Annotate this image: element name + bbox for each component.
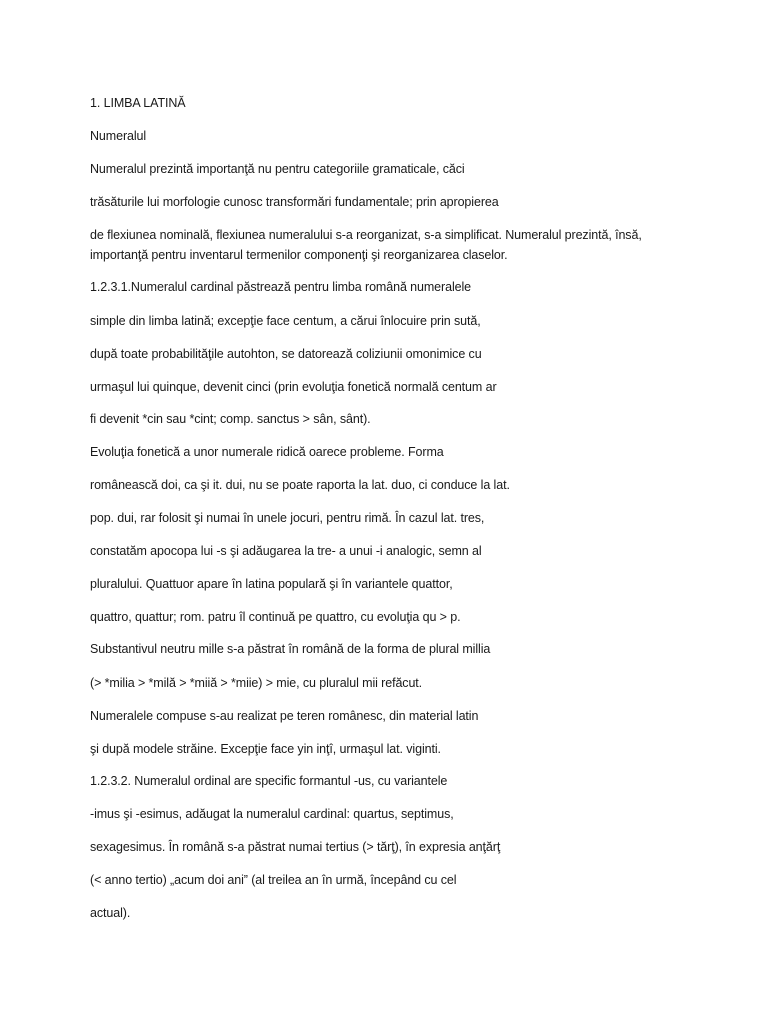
paragraph-line: sexagesimus. În română s-a păstrat numai tertius (> tărţ), în expresia anţărţ	[90, 840, 501, 854]
paragraph-line: urmaşul lui quinque, devenit cinci (prin evoluţia fonetică normală centum ar	[90, 380, 497, 394]
section-title: Numeralul	[90, 129, 147, 143]
paragraph-line: pluralului. Quattuor apare în latina populară şi în variantele quattor,	[90, 577, 453, 591]
paragraph-line: pop. dui, rar folosit şi numai în unele jocuri, pentru rimă. În cazul lat. tres,	[90, 511, 485, 525]
paragraph-line: 1.2.3.1.Numeralul cardinal păstrează pentru limba română numeralele	[90, 280, 472, 294]
paragraph-line: simple din limba latină; excepţie face centum, a cărui înlocuire prin sută,	[90, 314, 481, 328]
paragraph-line: constatăm apocopa lui -s şi adăugarea la tre- a unui -i analogic, semn al	[90, 544, 482, 558]
paragraph-line: românească doi, ca şi it. dui, nu se poate raporta la lat. duo, ci conduce la lat.	[90, 478, 510, 492]
paragraph-line: (> *milia > *milă > *miiă > *miie) > mie, cu pluralul mii refăcut.	[90, 676, 423, 690]
paragraph-line: Evoluţia fonetică a unor numerale ridică oarece probleme. Forma	[90, 445, 444, 459]
paragraph-line: (< anno tertio) „acum doi ani” (al treilea an în urmă, începând cu cel	[90, 873, 457, 887]
paragraph-line: actual).	[90, 906, 131, 920]
paragraph-line: Numeralul prezintă importanţă nu pentru categoriile gramaticale, căci	[90, 162, 465, 176]
paragraph-line: -imus şi -esimus, adăugat la numeralul cardinal: quartus, septimus,	[90, 807, 454, 821]
paragraph-line: de flexiunea nominală, flexiunea numeralului s-a reorganizat, s-a simplificat. Numeralul prezintă, însă,	[90, 228, 642, 242]
paragraph-line: 1.2.3.2. Numeralul ordinal are specific formantul -us, cu variantele	[90, 774, 448, 788]
paragraph-line: după toate probabilităţile autohton, se datorează coliziunii omonimice cu	[90, 347, 482, 361]
paragraph-line: fi devenit *cin sau *cint; comp. sanctus > sân, sânt).	[90, 412, 371, 426]
paragraph-line: Numeralele compuse s-au realizat pe teren românesc, din material latin	[90, 709, 479, 723]
paragraph-line: importanţă pentru inventarul termenilor componenţi şi reorganizarea claselor.	[90, 248, 508, 262]
paragraph-line: Substantivul neutru mille s-a păstrat în română de la forma de plural millia	[90, 642, 491, 656]
chapter-heading: 1. LIMBA LATINĂ	[90, 96, 186, 110]
paragraph-line: trăsăturile lui morfologie cunosc transformări fundamentale; prin apropierea	[90, 195, 499, 209]
paragraph-line: quattro, quattur; rom. patru îl continuă pe quattro, cu evoluţia qu > p.	[90, 610, 461, 624]
paragraph-line: şi după modele străine. Excepţie face yin inţî, urmaşul lat. viginti.	[90, 742, 441, 756]
